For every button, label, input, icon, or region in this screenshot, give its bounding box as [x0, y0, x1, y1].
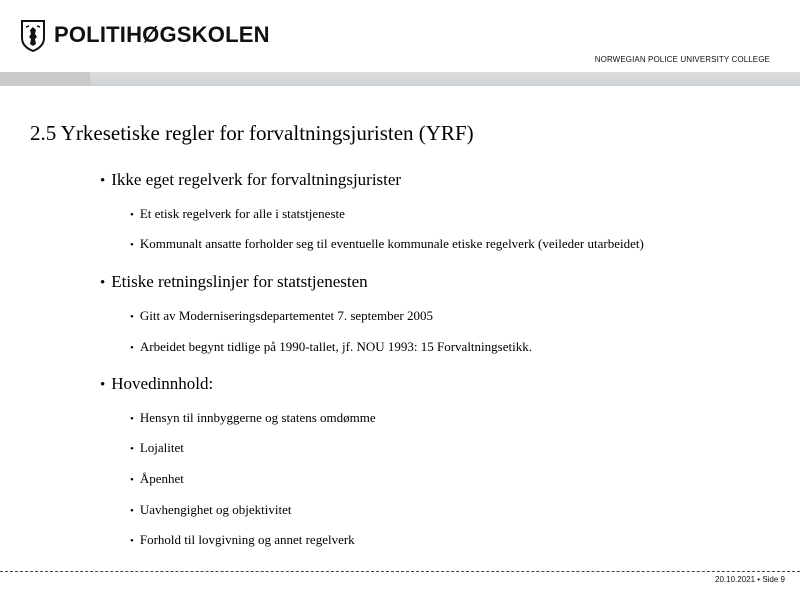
- bullet-level1: [100, 272, 368, 292]
- bullet-level2: [130, 440, 184, 456]
- bullet-level2: [130, 206, 345, 222]
- bullet-icon: •: [100, 275, 106, 291]
- bullet-icon: •: [130, 342, 134, 354]
- bullet-text: Gitt av Moderniseringsdepartementet 7. september 2005: [139, 308, 434, 323]
- bullet-level2: [130, 532, 355, 548]
- bullet-level2: [130, 502, 292, 518]
- bullet-text: Uavhengighet og objektivitet: [139, 502, 292, 517]
- bullet-text: Åpenhet: [139, 471, 184, 486]
- bullet-level2: [130, 339, 532, 355]
- bullet-icon: •: [130, 474, 134, 486]
- bullet-text: Etiske retningslinjer for statstjenesten: [111, 272, 368, 291]
- slide-title: 2.5 Yrkesetiske regler for forvaltningsjuristen (YRF): [30, 121, 474, 145]
- bullet-text: Et etisk regelverk for alle i statstjeneste: [139, 206, 345, 221]
- bullet-icon: •: [130, 239, 134, 251]
- footer-divider: [0, 571, 800, 572]
- bullet-icon: •: [130, 413, 134, 425]
- bullet-level2: [130, 471, 184, 487]
- bullet-icon: •: [100, 173, 106, 189]
- bullet-icon: •: [130, 209, 134, 221]
- bullet-icon: •: [130, 535, 134, 547]
- bullet-text: Hovedinnhold:: [111, 374, 214, 393]
- bullet-text: Lojalitet: [139, 440, 184, 455]
- bullet-icon: •: [100, 377, 106, 393]
- bullet-level2: [130, 236, 644, 252]
- footer-date-page: 20.10.2021 • Side 9: [715, 575, 785, 584]
- bullet-text: Kommunalt ansatte forholder seg til eventuelle kommunale etiske regelverk (veileder utarbeidet): [139, 236, 644, 251]
- bullet-text: Hensyn til innbyggerne og statens omdømme: [139, 410, 376, 425]
- header-bar-accent: [0, 72, 90, 86]
- bullet-level1: [100, 170, 401, 190]
- bullet-icon: •: [130, 505, 134, 517]
- bullet-level2: [130, 410, 376, 426]
- bullet-icon: •: [130, 311, 134, 323]
- bullet-icon: •: [130, 443, 134, 455]
- institution-subtitle: NORWEGIAN POLICE UNIVERSITY COLLEGE: [594, 55, 770, 64]
- bullet-level2: [130, 308, 433, 324]
- bullet-text: Arbeidet begynt tidlige på 1990-tallet, jf. NOU 1993: 15 Forvaltningsetikk.: [139, 339, 532, 354]
- crest-icon: [20, 18, 46, 52]
- header-bar-fill: [90, 72, 800, 86]
- bullet-text: Ikke eget regelverk for forvaltningsjurister: [111, 170, 402, 189]
- logo-text: POLITIHØGSKOLEN: [54, 22, 270, 47]
- bullet-text: Forhold til lovgivning og annet regelverk: [139, 532, 355, 547]
- header-bar: [0, 72, 800, 86]
- bullet-level1: [100, 374, 213, 394]
- logo: [20, 18, 270, 52]
